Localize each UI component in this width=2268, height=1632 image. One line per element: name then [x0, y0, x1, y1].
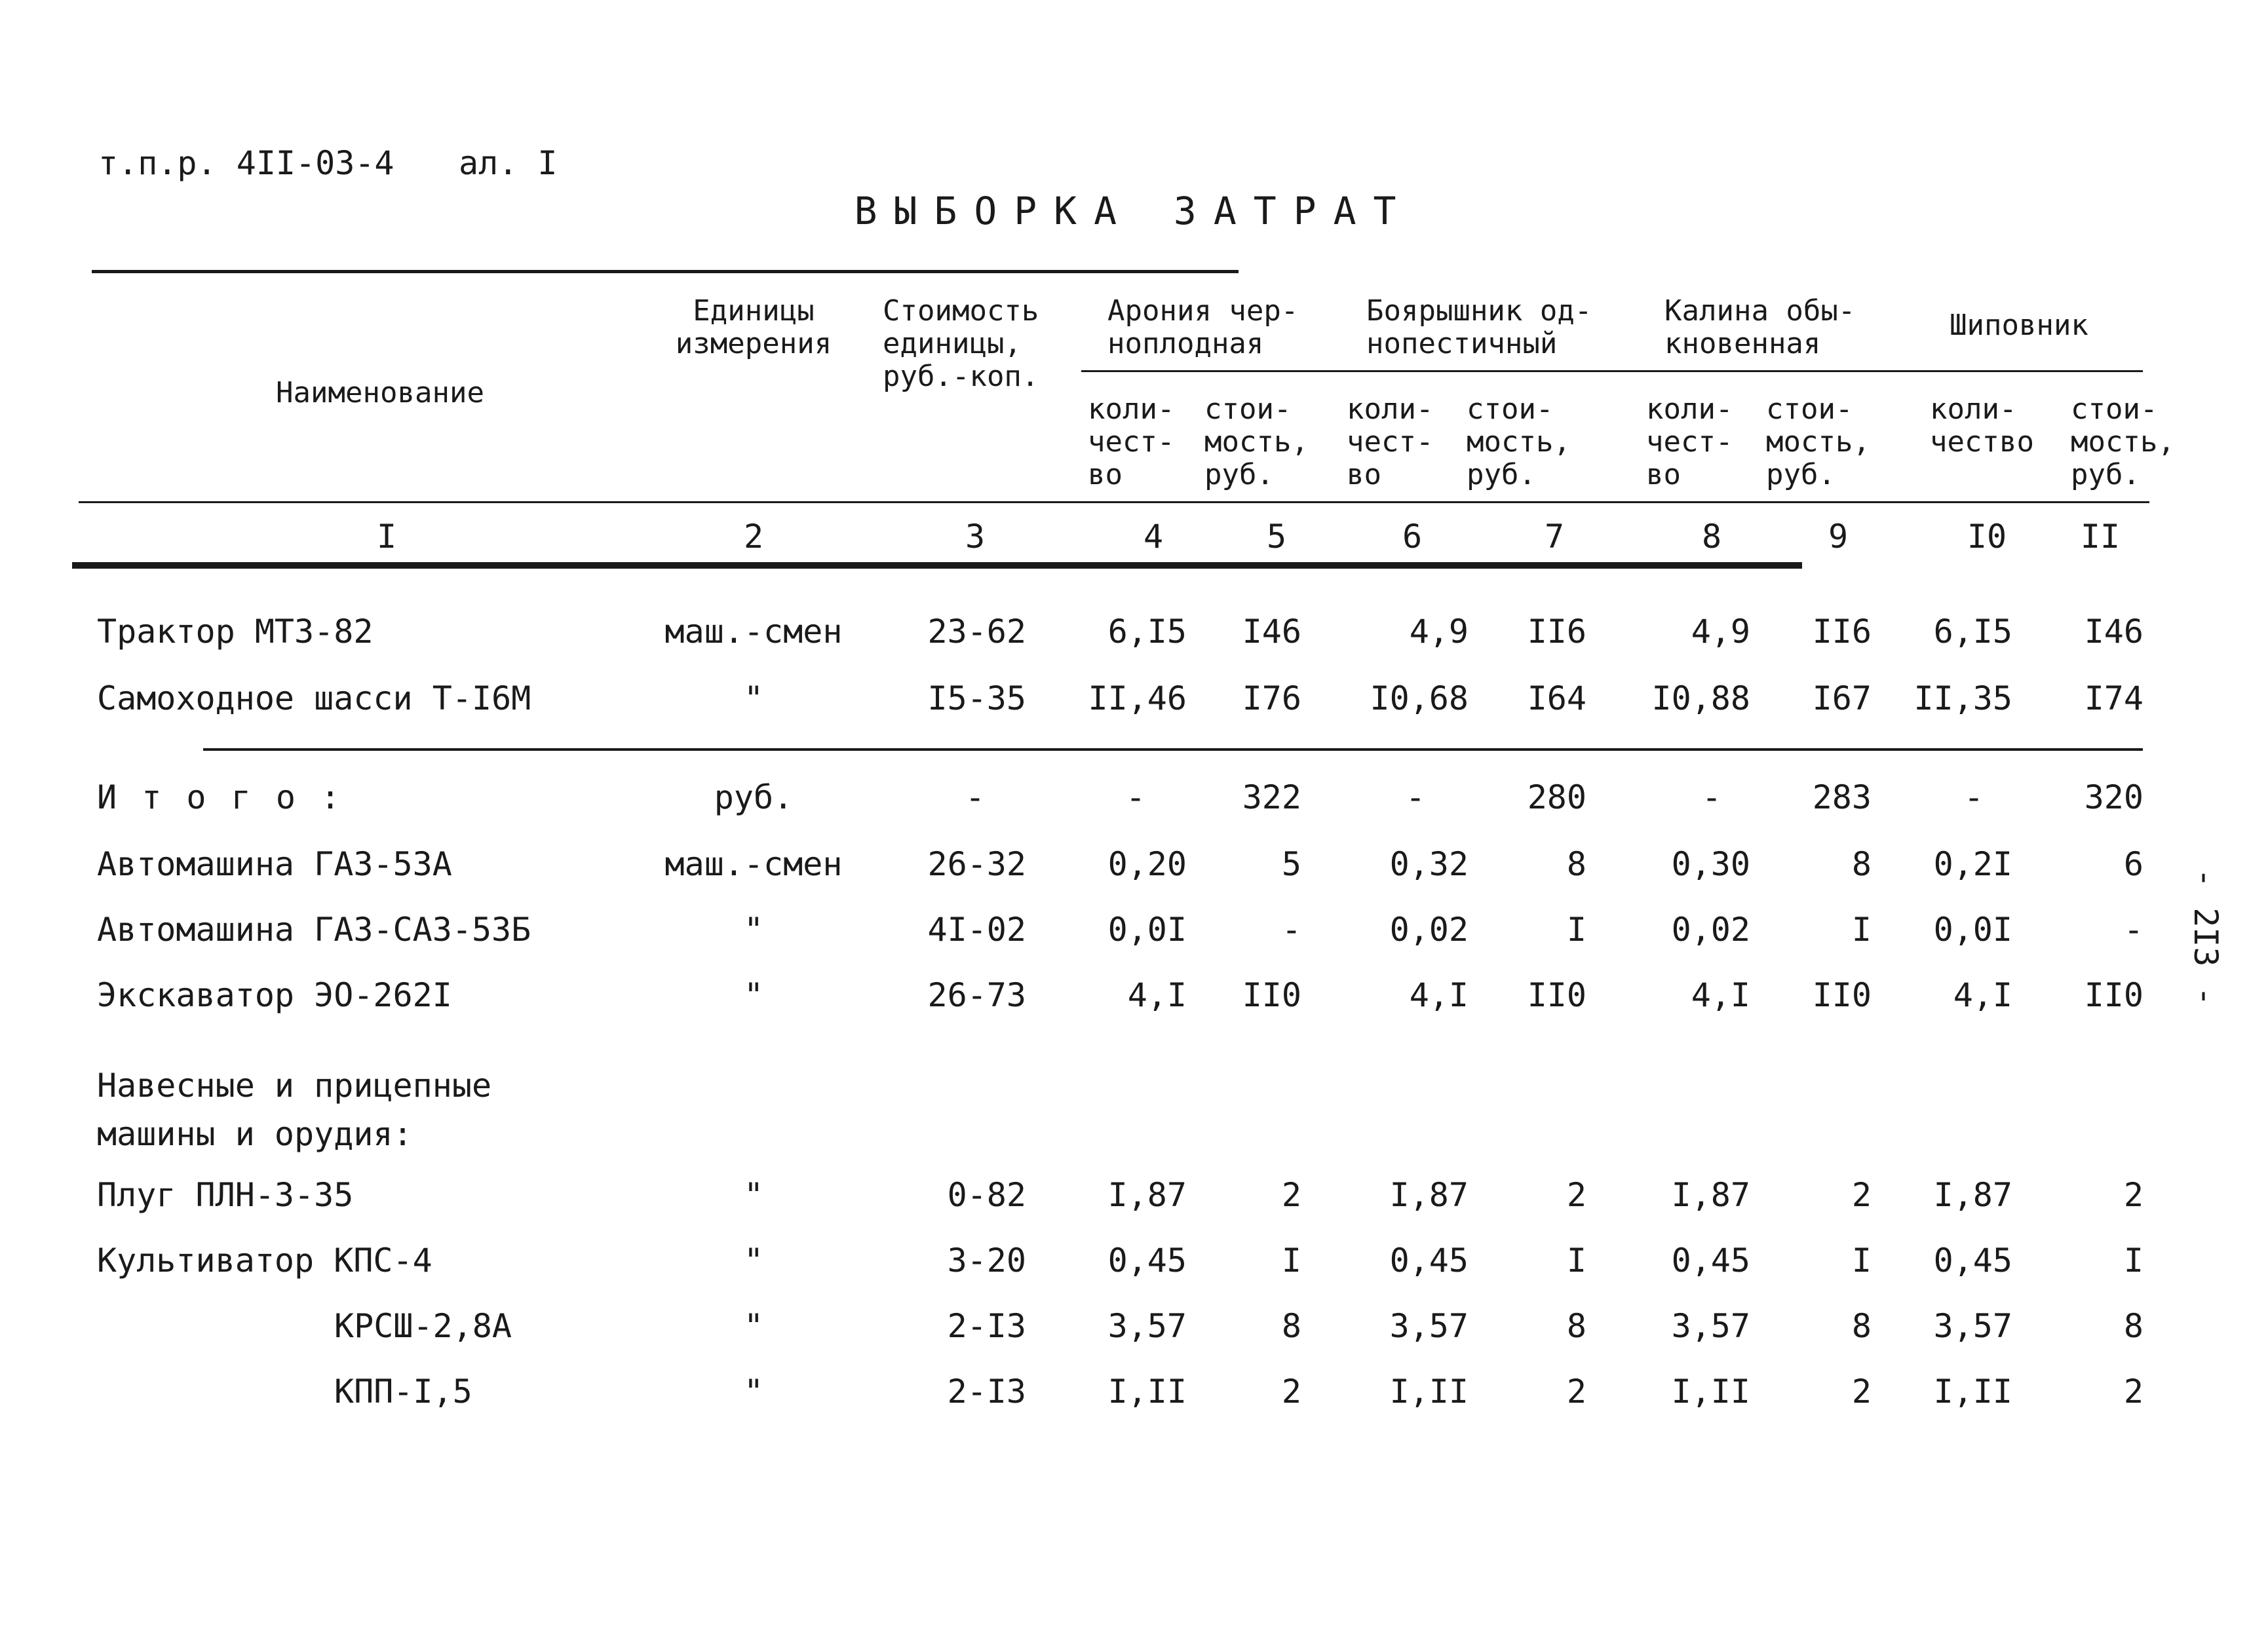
- header-group-shipovnik: Шиповник: [1950, 309, 2088, 342]
- cell-qty: -: [1963, 778, 1984, 816]
- subtotal-rule: [203, 748, 2143, 751]
- cell-unit: маш.-смен: [664, 613, 843, 651]
- table-row: [0, 911, 2268, 950]
- table-row: [0, 679, 2268, 719]
- cell-cost: 2: [1566, 1373, 1586, 1411]
- header-unit-cost: Стоимость единицы, руб.-коп.: [883, 294, 1039, 393]
- column-number: 6: [1402, 518, 1423, 556]
- cell-qty: 0,30: [1671, 845, 1750, 883]
- cell-cost: II6: [1527, 613, 1586, 651]
- cell-unit: ": [743, 1307, 764, 1345]
- cell-cost: 5: [1281, 845, 1301, 883]
- cell-qty: 4,9: [1409, 613, 1469, 651]
- cell-cost: 320: [2084, 778, 2143, 816]
- cell-cost: II0: [1527, 976, 1586, 1014]
- header-top-rule: [92, 270, 1239, 273]
- cell-cost: II6: [1812, 613, 1872, 651]
- cell-qty: I,87: [1107, 1176, 1187, 1214]
- row-name: Автомашина ГАЗ-53А: [97, 845, 452, 883]
- cell-cost: 2: [1281, 1373, 1301, 1411]
- cell-qty: 0,32: [1389, 845, 1469, 883]
- cell-unit-cost: 23-62: [927, 613, 1026, 651]
- column-number: 4: [1143, 518, 1164, 556]
- cell-cost: 322: [1242, 778, 1301, 816]
- table-row: [0, 976, 2268, 1015]
- cell-unit-cost: -: [965, 778, 986, 816]
- cell-cost: 2: [1566, 1176, 1586, 1214]
- row-name: КПП-I,5: [334, 1373, 472, 1411]
- cell-qty: 0,2I: [1933, 845, 2012, 883]
- cell-qty: I,87: [1933, 1176, 2012, 1214]
- cell-cost: II0: [1242, 976, 1301, 1014]
- cell-qty: I,87: [1389, 1176, 1469, 1214]
- cell-qty: 6,I5: [1107, 613, 1187, 651]
- row-name: Плуг ПЛН-3-35: [97, 1176, 354, 1214]
- cell-unit-cost: 26-73: [927, 976, 1026, 1014]
- table-row: [0, 613, 2268, 652]
- cell-cost: 2: [2123, 1373, 2143, 1411]
- header-bottom-rule: [72, 562, 1802, 569]
- row-name: КРСШ-2,8А: [334, 1307, 512, 1345]
- table-row: [0, 845, 2268, 884]
- cell-cost: II0: [1812, 976, 1872, 1014]
- column-number: I0: [1967, 518, 2007, 556]
- cell-qty: 0,0I: [1107, 911, 1187, 949]
- cell-qty: 3,57: [1107, 1307, 1187, 1345]
- cell-unit: ": [743, 679, 764, 717]
- cell-cost: 2: [1851, 1373, 1872, 1411]
- header-group-aronia: Арония чер- ноплодная: [1107, 294, 1299, 360]
- cell-cost: 8: [1851, 1307, 1872, 1345]
- header-name: Наименование: [276, 376, 484, 409]
- cell-qty: II,35: [1913, 679, 2012, 717]
- cell-qty: 4,I: [1691, 976, 1750, 1014]
- cell-qty: 0,45: [1933, 1242, 2012, 1280]
- column-number: 3: [965, 518, 986, 556]
- cell-cost: I76: [1242, 679, 1301, 717]
- cell-qty: 3,57: [1933, 1307, 2012, 1345]
- cell-qty: 3,57: [1671, 1307, 1750, 1345]
- cell-cost: 283: [1812, 778, 1872, 816]
- cell-unit-cost: 26-32: [927, 845, 1026, 883]
- column-number: 8: [1701, 518, 1722, 556]
- cell-unit: ": [743, 1242, 764, 1280]
- cell-qty: 4,I: [1409, 976, 1469, 1014]
- row-name: Экскаватор ЭО-262I: [97, 976, 452, 1014]
- cell-unit-cost: 2-I3: [947, 1373, 1026, 1411]
- cell-cost: I74: [2084, 679, 2143, 717]
- cell-cost: 280: [1527, 778, 1586, 816]
- cell-qty: 0,0I: [1933, 911, 2012, 949]
- cell-cost: 2: [1851, 1176, 1872, 1214]
- subheader-qty-boyaryshnik: коли- чест- во: [1347, 392, 1434, 491]
- row-name: Культиватор КПС-4: [97, 1242, 432, 1280]
- row-name: Трактор МТЗ-82: [97, 613, 374, 651]
- cell-unit: маш.-смен: [664, 845, 843, 883]
- cell-cost: I: [1566, 911, 1586, 949]
- cell-cost: 8: [1851, 845, 1872, 883]
- column-number: 2: [743, 518, 764, 556]
- cell-qty: I,II: [1933, 1373, 2012, 1411]
- section-heading: Навесные и прицепные машины и орудия:: [97, 1067, 492, 1153]
- cell-unit: ": [743, 911, 764, 949]
- header-group-boyaryshnik: Боярышник од- нопестичный: [1366, 294, 1592, 360]
- column-number: 9: [1828, 518, 1849, 556]
- cell-cost: I: [1566, 1242, 1586, 1280]
- cell-unit-cost: 0-82: [947, 1176, 1026, 1214]
- cell-qty: -: [1125, 778, 1146, 816]
- sheet-label: ал. I: [459, 144, 558, 182]
- cell-unit-cost: 4I-02: [927, 911, 1026, 949]
- row-name: И т о г о :: [97, 778, 341, 816]
- header-group-kalina: Калина обы- кновенная: [1664, 294, 1856, 360]
- cell-qty: I0,88: [1651, 679, 1750, 717]
- subheader-qty-shipovnik: коли- чество: [1930, 392, 2034, 459]
- cell-qty: 0,02: [1389, 911, 1469, 949]
- subheader-qty-kalina: коли- чест- во: [1646, 392, 1733, 491]
- cell-cost: 8: [1566, 845, 1586, 883]
- group-divider-rule: [1081, 370, 2143, 372]
- subheader-cost-boyaryshnik: стои- мость, руб.: [1467, 392, 1571, 491]
- column-number: II: [2080, 518, 2121, 556]
- cell-qty: 0,45: [1389, 1242, 1469, 1280]
- cell-unit-cost: I5-35: [927, 679, 1026, 717]
- cell-cost: I46: [1242, 613, 1301, 651]
- cell-qty: -: [1701, 778, 1722, 816]
- cell-cost: -: [2123, 911, 2143, 949]
- page-number: - 2I3 -: [2187, 868, 2225, 1006]
- table-row: [0, 1242, 2268, 1281]
- cell-qty: I,II: [1107, 1373, 1187, 1411]
- column-number: I: [376, 518, 397, 556]
- page-title: ВЫБОРКА ЗАТРАТ: [854, 189, 1413, 233]
- cell-unit: ": [743, 1373, 764, 1411]
- cell-qty: 0,20: [1107, 845, 1187, 883]
- header-unit: Единицы измерения: [675, 294, 832, 360]
- table-row: [0, 1176, 2268, 1215]
- cell-cost: II0: [2084, 976, 2143, 1014]
- cell-cost: 8: [2123, 1307, 2143, 1345]
- cell-cost: I: [1851, 911, 1872, 949]
- cell-cost: I64: [1527, 679, 1586, 717]
- row-name: Автомашина ГАЗ-САЗ-53Б: [97, 911, 531, 949]
- cell-cost: 8: [1281, 1307, 1301, 1345]
- cell-cost: 2: [1281, 1176, 1301, 1214]
- header-mid-rule: [79, 501, 2149, 503]
- cell-unit: ": [743, 976, 764, 1014]
- cell-qty: 0,45: [1671, 1242, 1750, 1280]
- table-row: [0, 1373, 2268, 1412]
- cell-cost: 6: [2123, 845, 2143, 883]
- cell-cost: 2: [2123, 1176, 2143, 1214]
- table-row: [0, 1307, 2268, 1346]
- cell-qty: II,46: [1088, 679, 1187, 717]
- cell-qty: 6,I5: [1933, 613, 2012, 651]
- subheader-cost-shipovnik: стои- мость, руб.: [2071, 392, 2175, 491]
- table-row-total: [0, 778, 2268, 818]
- subheader-cost-kalina: стои- мость, руб.: [1766, 392, 1870, 491]
- cell-qty: -: [1405, 778, 1426, 816]
- subheader-cost-aronia: стои- мость, руб.: [1204, 392, 1309, 491]
- cell-qty: I,II: [1389, 1373, 1469, 1411]
- cell-cost: -: [1281, 911, 1301, 949]
- cell-qty: 0,45: [1107, 1242, 1187, 1280]
- cell-qty: 4,I: [1953, 976, 2012, 1014]
- cell-cost: I: [2123, 1242, 2143, 1280]
- cell-cost: I67: [1812, 679, 1872, 717]
- cell-cost: I: [1281, 1242, 1301, 1280]
- cell-cost: I: [1851, 1242, 1872, 1280]
- cell-qty: 3,57: [1389, 1307, 1469, 1345]
- cell-qty: 0,02: [1671, 911, 1750, 949]
- cell-qty: I,87: [1671, 1176, 1750, 1214]
- row-name: Самоходное шасси Т-I6М: [97, 679, 531, 717]
- cell-cost: I46: [2084, 613, 2143, 651]
- cell-qty: 4,I: [1127, 976, 1187, 1014]
- subheader-qty-aronia: коли- чест- во: [1088, 392, 1175, 491]
- column-number: 7: [1544, 518, 1565, 556]
- cell-cost: 8: [1566, 1307, 1586, 1345]
- document-reference: т.п.р. 4II-03-4: [98, 144, 394, 182]
- cell-unit-cost: 2-I3: [947, 1307, 1026, 1345]
- cell-unit: руб.: [714, 778, 794, 816]
- column-number: 5: [1266, 518, 1287, 556]
- cell-unit: ": [743, 1176, 764, 1214]
- cell-qty: I0,68: [1370, 679, 1469, 717]
- cell-unit-cost: 3-20: [947, 1242, 1026, 1280]
- cell-qty: 4,9: [1691, 613, 1750, 651]
- cell-qty: I,II: [1671, 1373, 1750, 1411]
